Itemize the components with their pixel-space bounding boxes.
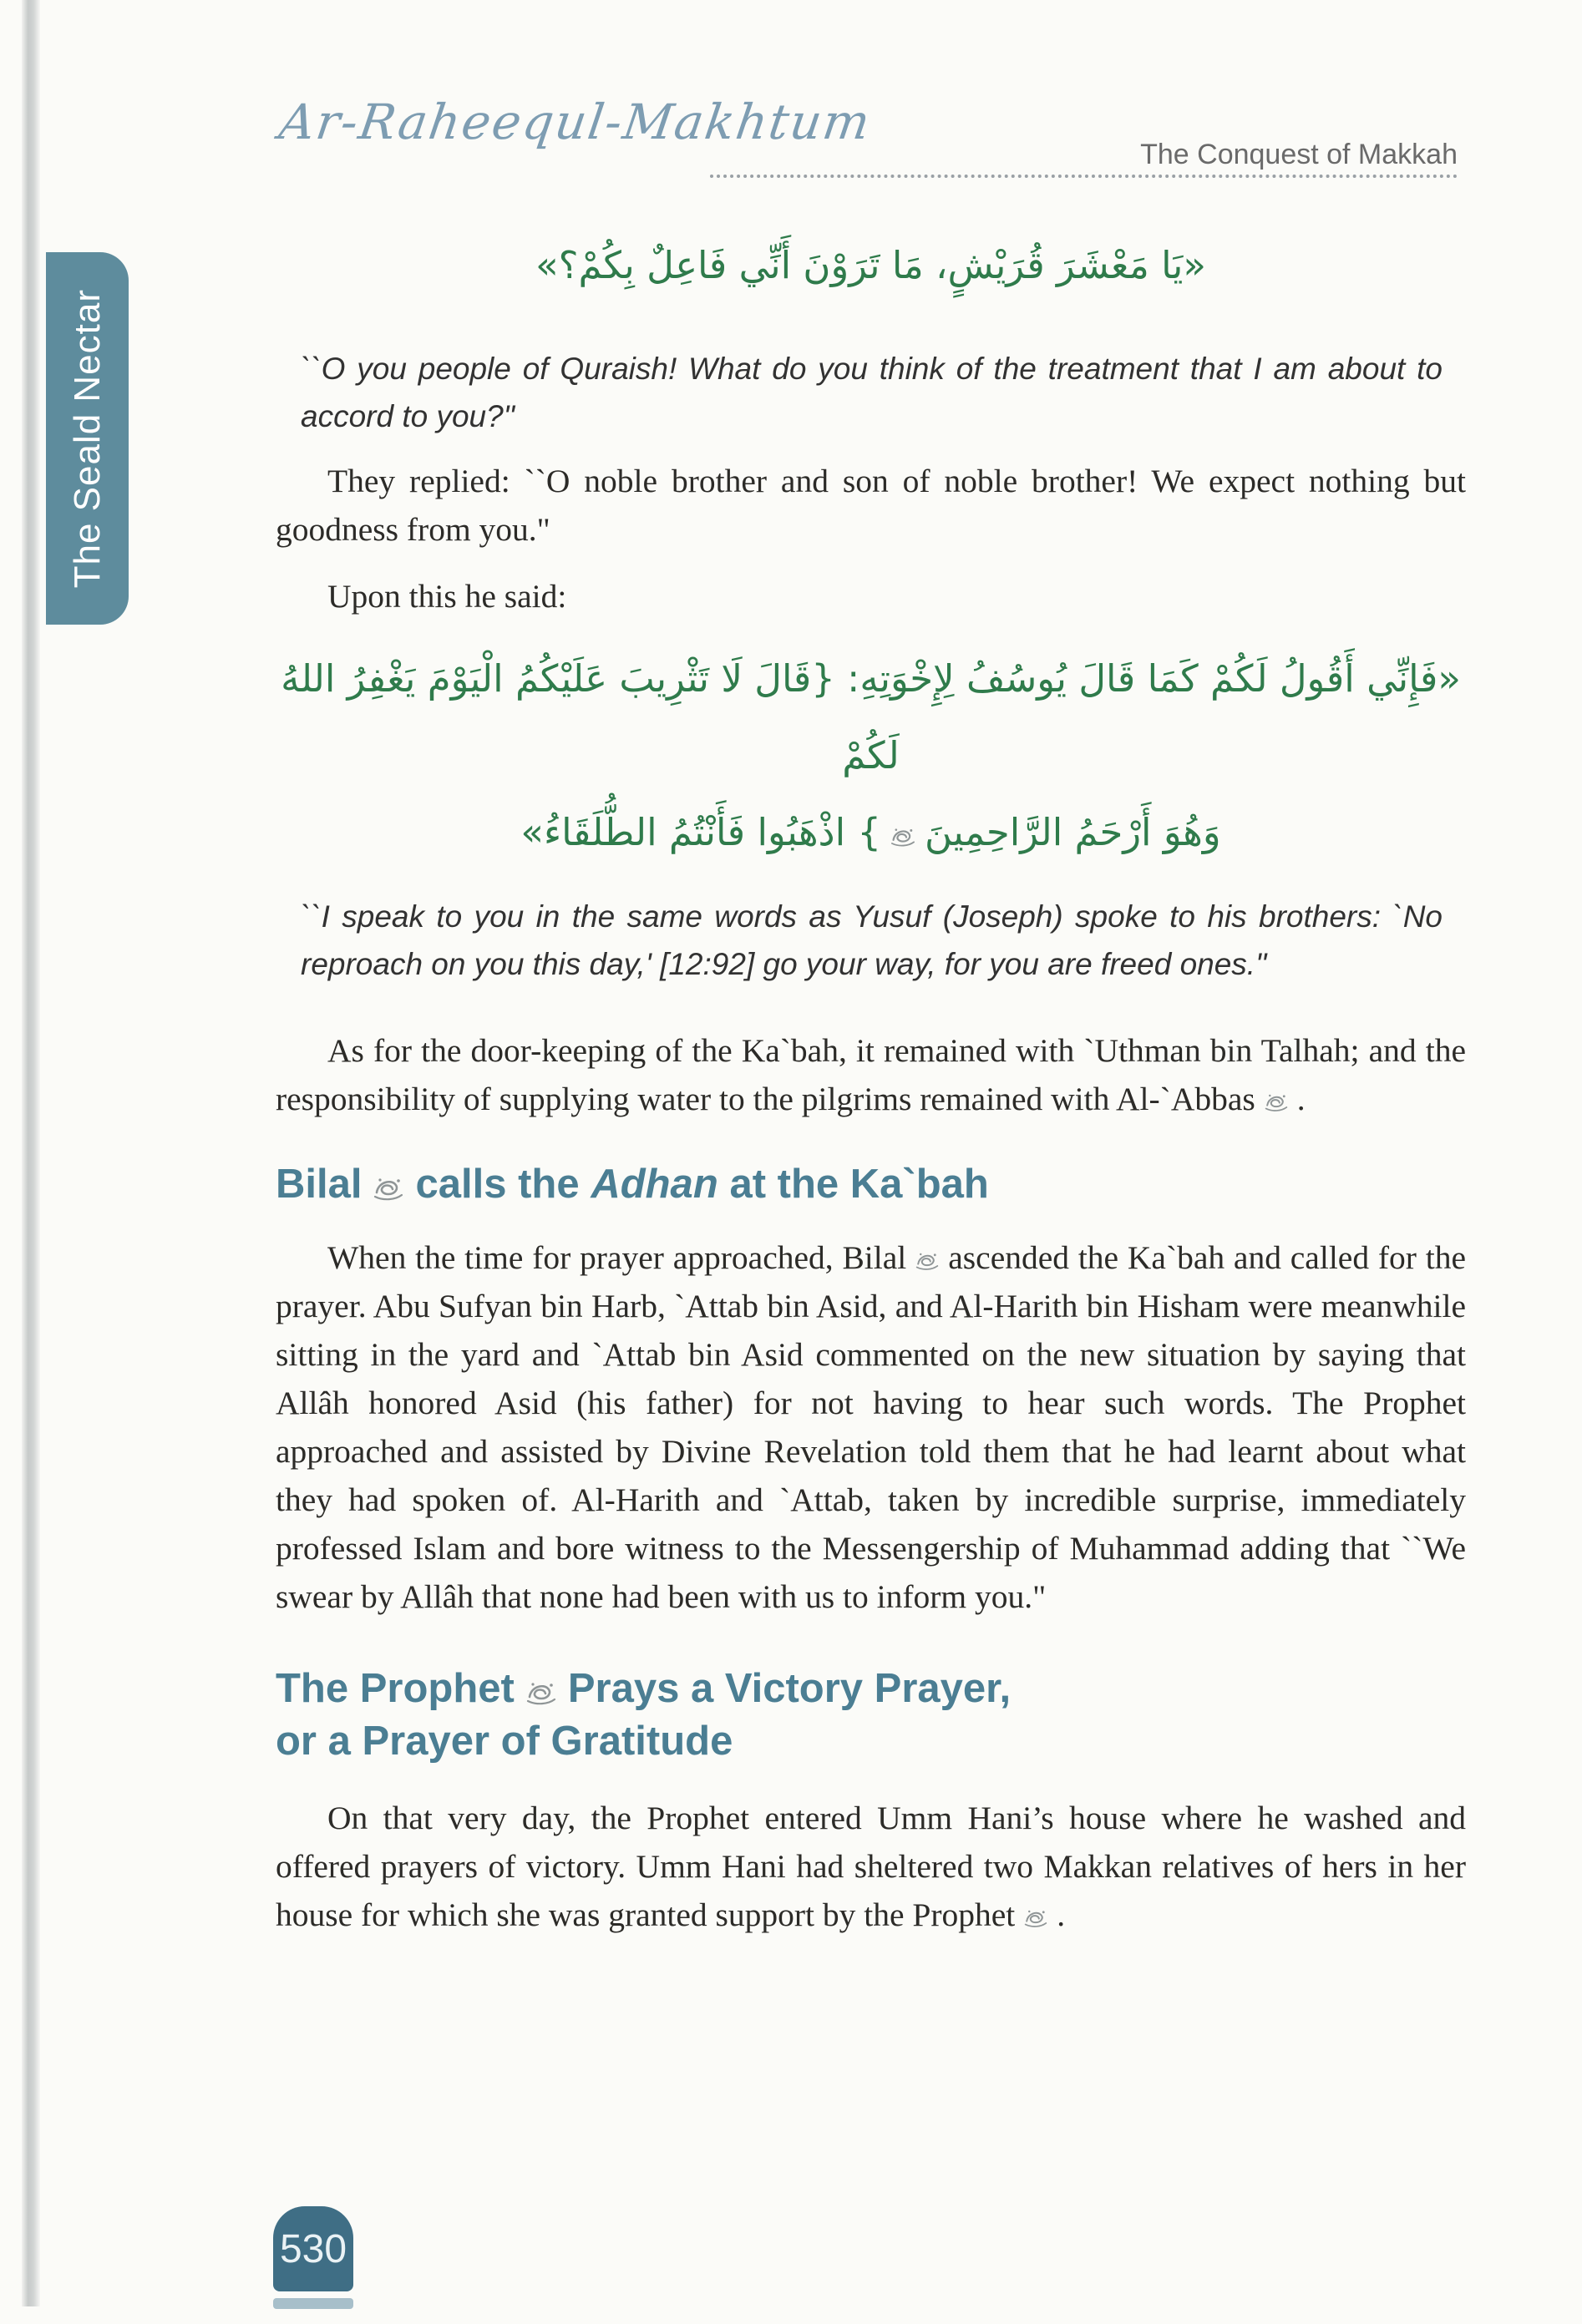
honorific-radiallahu-anhu-icon bbox=[1262, 1090, 1290, 1113]
paragraph-doorkeeping: As for the door-keeping of the Ka`bah, it remained with `Uthman bin Talhah; and the responsibility of supplying water to the pilgrims remained with Al-`Abbas . bbox=[276, 1032, 1466, 1117]
sidebar-book-tab bbox=[46, 252, 129, 625]
sidebar-book-tab-label: The Seald Nectar bbox=[66, 288, 108, 589]
section-heading-bilal-adhan: Bilal calls the Adhan at the Ka`bah bbox=[276, 1162, 989, 1207]
arabic-quote-2-line1: «فَإِنِّي أَقُولُ لَكُمْ كَمَا قَالَ يُوسُفُ لِإِخْوَتِهِ: {قَالَ لَا تَثْرِيبَ عَلَيْكُمُ الْيَوْمَ يَغْفِرُ اللهُ لَكُمْ bbox=[281, 656, 1461, 777]
arabic-quote-1: «يَا مَعْشَرَ قُرَيْشٍ، مَا تَرَوْنَ أَنِّي فَاعِلٌ بِكُمْ؟» bbox=[535, 243, 1206, 287]
honorific-radiallahu-anhu-icon bbox=[913, 1248, 941, 1272]
page-number: 530 bbox=[279, 2226, 347, 2271]
paragraph-bilal-adhan: When the time for prayer approached, Bilal ascended the Ka`bah and called for the prayer. Abu Sufyan bin Harb, `Attab bin Asid, and Al-Harith bin Hisham were meanwhile sitting in the yard and `Attab bin Asid commented on the new situation by saying that Allâh honored Asid (his father) for not having to hear such words. The Prophet approached and assisted by Divine Revelation told them that he had learnt about what they had spoken of. Al-Harith and `Attab, taken by incredible surprise, immediately professed Islam and bore witness to the Messengership of Muhammad adding that ``We swear by Allâh that none had been with us to inform you." bbox=[276, 1238, 1466, 1615]
running-header-chapter-title: The Conquest of Makkah bbox=[1140, 139, 1458, 170]
honorific-ornament-icon bbox=[888, 823, 918, 848]
text-column bbox=[276, 0, 1466, 1939]
page-edge-shadow bbox=[22, 0, 40, 2306]
running-header-book-title: Ar-Raheequl-Makhtum bbox=[276, 94, 875, 150]
honorific-sallallahu-alayhi-wasallam-icon bbox=[1022, 1906, 1050, 1929]
arabic-quote-2-line2: وَهُوَ أَرْحَمُ الرَّاحِمِينَ} اذْهَبُوا فَأَنْتُمُ الطُّلَقَاءُ» bbox=[520, 810, 1221, 854]
translation-quote-1: ``O you people of Quraish! What do you think of the treatment that I am about to accord to you?" bbox=[301, 352, 1443, 433]
paragraph-reply: They replied: ``O noble brother and son of noble brother! We expect nothing but goodness from you." bbox=[276, 463, 1466, 548]
page-number-underline bbox=[273, 2298, 353, 2309]
honorific-sallallahu-alayhi-wasallam-icon bbox=[523, 1677, 560, 1707]
translation-quote-2: ``I speak to you in the same words as Yusuf (Joseph) spoke to his brothers: `No reproach on you this day,' [12:92] go your way, for you are freed ones." bbox=[301, 899, 1443, 981]
paragraph-umm-hani: On that very day, the Prophet entered Umm Hani’s house where he washed and offered prayers of victory. Umm Hani had sheltered two Makkan relatives of hers in her house for which she was granted support by the Prophet . bbox=[276, 1800, 1466, 1934]
honorific-radiallahu-anhu-icon bbox=[370, 1172, 407, 1203]
arabic-quote-2 bbox=[276, 640, 1466, 871]
paragraph-upon: Upon this he said: bbox=[327, 578, 567, 615]
page-number-badge bbox=[273, 2206, 353, 2291]
section-heading-victory-prayer: The Prophet Prays a Victory Prayer, or a Prayer of Gratitude bbox=[276, 1665, 1012, 1765]
